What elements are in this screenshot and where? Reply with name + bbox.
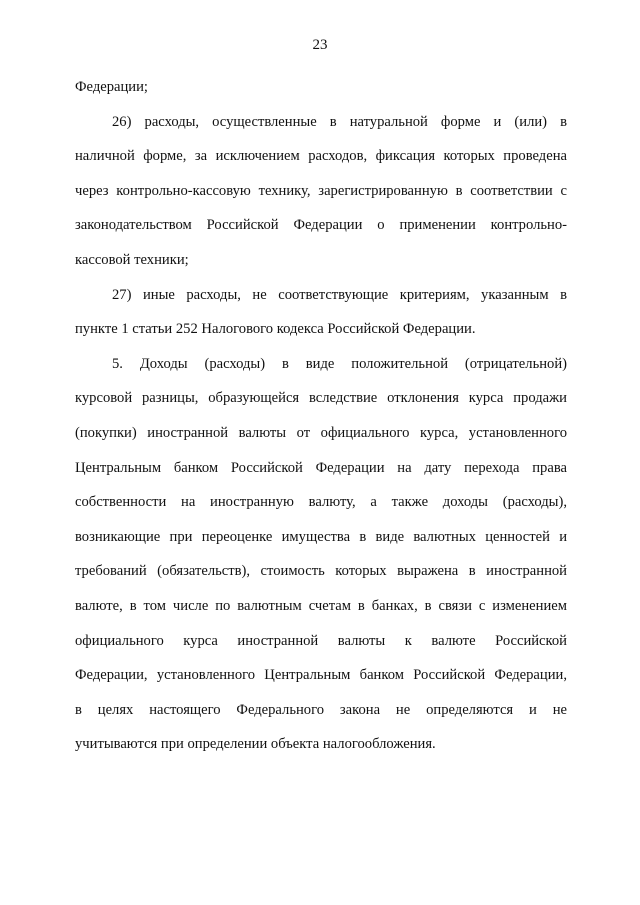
text-line: 27) иные расходы, не соответствующие критериям, указанным в: [112, 286, 567, 303]
text-line: собственности на иностранную валюту, а также доходы (расходы),: [75, 494, 567, 511]
text-line: учитываются при определении объекта налогообложения.: [75, 736, 436, 753]
page-number: 23: [312, 37, 328, 53]
text-line: законодательством Российской Федерации о применении контрольно-: [75, 217, 567, 234]
text-line: курсовой разницы, образующейся вследствие отклонения курса продажи: [75, 390, 567, 407]
document-body: [75, 70, 567, 762]
text-line: Центральным банком Российской Федерации на дату перехода права: [75, 459, 567, 476]
text-line: пункте 1 статьи 252 Налогового кодекса Российской Федерации.: [75, 321, 476, 338]
text-line: (покупки) иностранной валюты от официального курса, установленного: [75, 424, 567, 441]
text-line: официального курса иностранной валюты к валюте Российской: [75, 632, 567, 649]
text-line: 5. Доходы (расходы) в виде положительной (отрицательной): [112, 355, 567, 372]
text-line: Федерации, установленного Центральным банком Российской Федерации,: [75, 667, 567, 684]
text-line: 26) расходы, осуществленные в натуральной форме и (или) в: [112, 113, 567, 130]
text-line: требований (обязательств), стоимость которых выражена в иностранной: [75, 563, 567, 580]
text-line: Федерации;: [75, 79, 148, 95]
text-line: возникающие при переоценке имущества в виде валютных ценностей и: [75, 528, 567, 545]
text-line: через контрольно-кассовую технику, зарегистрированную в соответствии с: [75, 182, 567, 199]
text-line: наличной форме, за исключением расходов, фиксация которых проведена: [75, 148, 567, 165]
text-line: кассовой техники;: [75, 251, 189, 268]
text-line: валюте, в том числе по валютным счетам в банках, в связи с изменением: [75, 597, 567, 614]
text-line: в целях настоящего Федерального закона не определяются и не: [75, 701, 567, 718]
